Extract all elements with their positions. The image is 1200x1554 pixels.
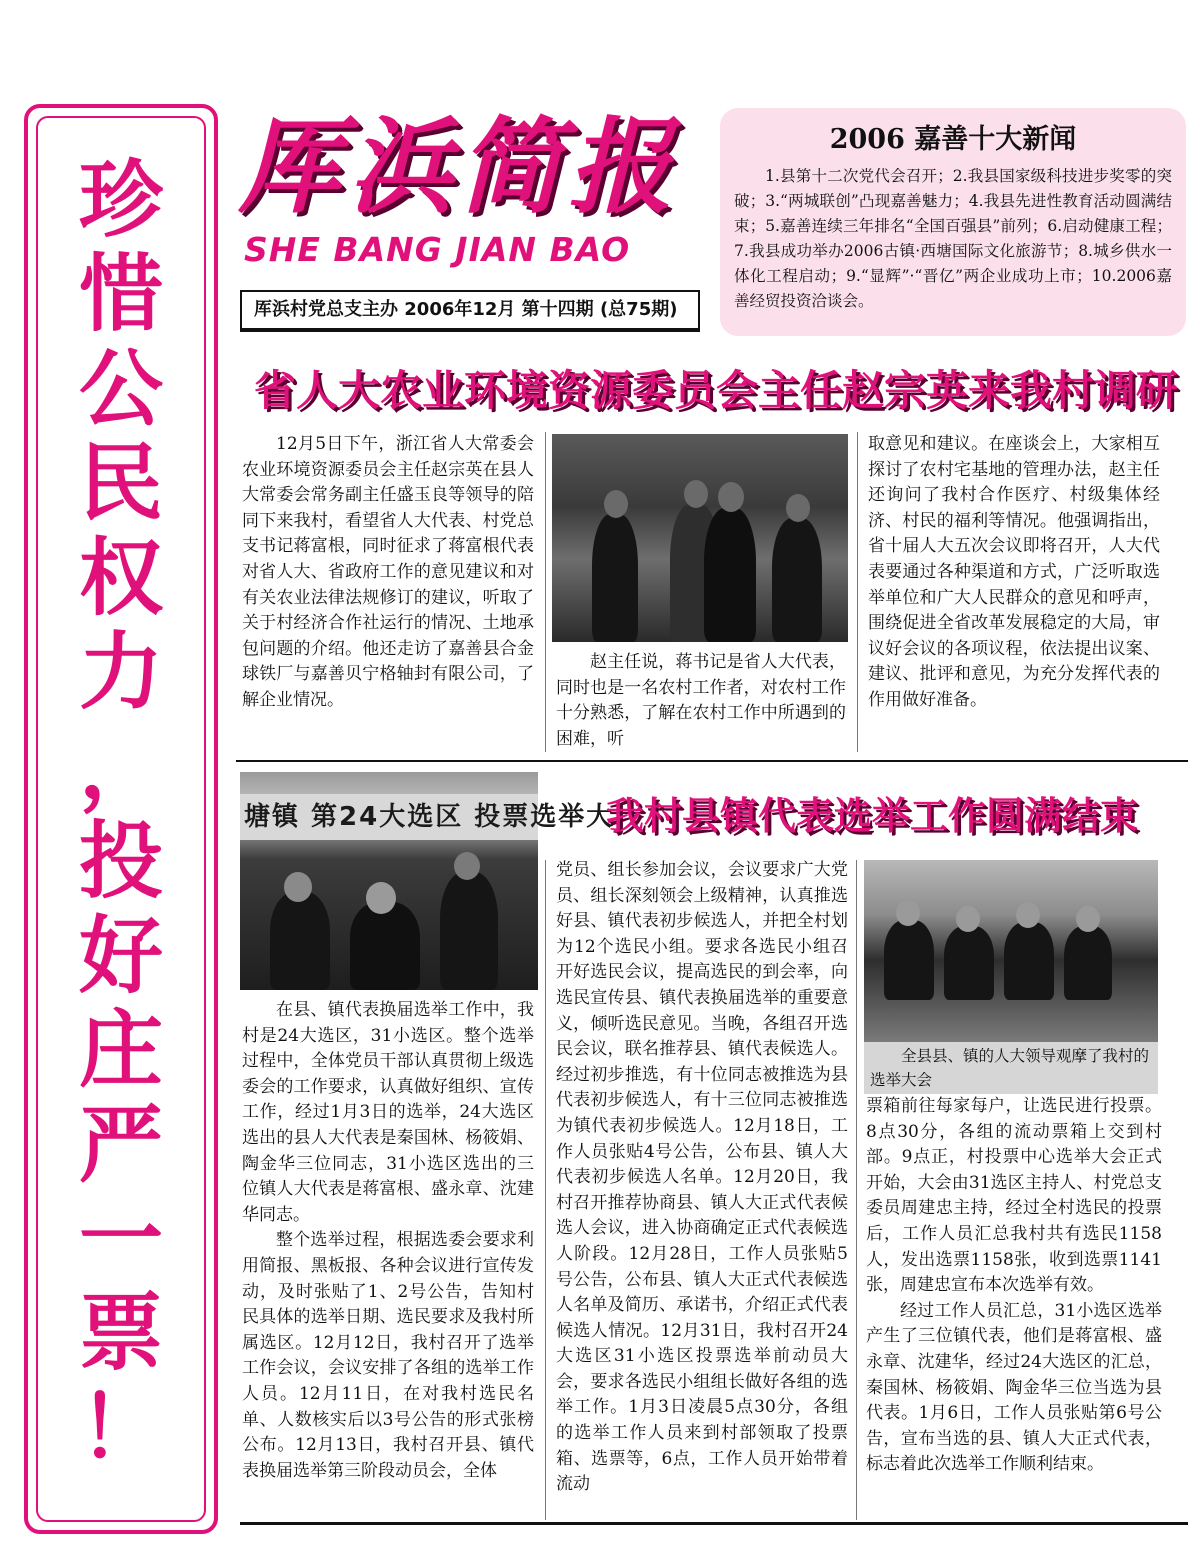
article-1-column-2: [556, 650, 846, 752]
article-2-paragraph: 党员、组长参加会议，会议要求广大党员、组长深刻领会上级精神，认真推选好县、镇代表初步候选人，并把全村划为12个选民小组。要求各选民小组召开好选民会议，提高选民的到会率，向选民宣传县、镇代表换届选举的重要意义，倾听选民意见。当晚，各组召开选民会议，联名推荐县、镇代表候选人。经过初步推选，有十位同志被推选为县代表初步候选人，有十三位同志被推选为镇代表初步候选人。12月18日，工作人员张贴4号公告，公布县、镇人大代表初步候选人名单。12月20日，我村召开推荐协商县、镇人大正式代表候选人会议，进入协商确定正式代表候选人阶段。12月28日，工作人员张贴5号公告，公布县、镇人大正式代表候选人名单及简历、承诺书，介绍正式代表候选人情况。12月31日，我村召开24大选区31小选区投票选举前动员大会，要求各选民小组组长做好各组的选举工作。1月3日凌晨5点30分，各组的选举工作人员来到村部领取了投票箱、选票等，6点，工作人员开始带着流动: [556, 860, 848, 1495]
article-1-headline: 省人大农业环境资源委员会主任赵宗英来我村调研: [253, 366, 1178, 415]
article-2-column-1: [242, 998, 534, 1518]
column-divider: [857, 432, 858, 752]
article-2-paragraph: 整个选举过程，根据选委会要求利用简报、黑板报、各种会议进行宣传发动，及时张贴了1、2号公告，告知村民具体的选举日期、选民要求及我村所属选区。12月12日，我村召开了选举工作会议，会议安排了各组的选举工作人员。12月11日，在对我村选民名单、人数核实后以3号公告的形式张榜公布。12月13日，我村召开县、镇代表换届选举第三阶段动员会，全体: [242, 1230, 534, 1481]
slogan-char: ，: [78, 717, 163, 816]
photo-banner-text: 塘镇 第24大选区 投票选举大: [240, 794, 538, 840]
slogan-inner-frame: [36, 116, 206, 1522]
slogan-char: 珍: [78, 151, 163, 249]
slogan-char: 公: [78, 339, 163, 438]
article-1-paragraph: 赵主任说，蒋书记是省人大代表，同时也是一名农村工作者，对农村工作十分熟悉，了解在农村工作中所遇到的困难，听: [556, 652, 846, 749]
article-1-paragraph: 12月5日下午，浙江省人大常委会农业环境资源委员会主任赵宗英在县人大常委会常务副主任盛玉良等领导的陪同下来我村，看望省人大代表、村党总支书记蒋富根，同时征求了蒋富根代表对省人大、省政府工作的意见建议和对有关农业法律法规修订的建议，听取了关于村经济合作社运行的情况、土地承包问题的介绍。他还走访了嘉善县合金球铁厂与嘉善贝宁格轴封有限公司，了解企业情况。: [242, 434, 534, 710]
slogan-char: 好: [78, 906, 163, 1005]
section-divider: [236, 760, 1188, 762]
slogan-char: 权: [78, 528, 163, 627]
column-divider: [545, 432, 546, 752]
article-1-column-3: [868, 432, 1160, 752]
article-2-paragraph: 在县、镇代表换届选举工作中，我村是24大选区，31小选区。整个选举过程中，全体党员干部认真贯彻上级选委会的工作要求，认真做好组织、宣传工作，经过1月3日的选举，24大选区选出的县人大代表是秦国林、杨筱娟、陶金华三位同志，31小选区选出的三位镇人大代表是蒋富根、盛永章、沈建华同志。: [242, 1000, 534, 1225]
slogan-banner: [24, 104, 218, 1534]
slogan-char: 投: [78, 812, 163, 911]
slogan-char: 惜: [78, 245, 163, 344]
article-1-paragraph: 取意见和建议。在座谈会上，大家相互探讨了农村宅基地的管理办法，赵主任还询问了我村合作医疗、村级集体经济、村民的福利等情况。他强调指出，省十届人大五次会议即将召开，人大代表要通过各种渠道和方式，广泛听取选举单位和广大人民群众的意见和呼声，围绕促进全省改革发展稳定的大局，审议好会议的各项议程，依法提出议案、建议、批评和意见，为充分发挥代表的作用做好准备。: [868, 434, 1160, 710]
article-2-column-2: [556, 858, 848, 1518]
slogan-char: 庄: [78, 1001, 163, 1100]
article-2-column-3: [866, 1094, 1162, 1518]
slogan-char: 票: [78, 1284, 163, 1383]
newspaper-title-pinyin: SHE BANG JIAN BAO: [244, 230, 631, 269]
article-2-paragraph: 经过工作人员汇总，31小选区选举产生了三位镇代表，他们是蒋富根、盛永章、沈建华，经过24大选区的汇总，秦国林、杨筱娟、陶金华三位当选为县代表。1月6日，工作人员张贴第6号公告，宣布当选的县、镇人大正式代表，标志着此次选举工作顺利结束。: [866, 1300, 1162, 1475]
top-news-title: 2006 嘉善十大新闻: [829, 124, 1077, 155]
newspaper-title: 厍浜简报: [238, 105, 679, 228]
column-divider: [856, 860, 857, 1520]
slogan-char: 民: [78, 434, 163, 533]
top-news-box: [720, 108, 1186, 336]
article-2-headline: 我村县镇代表选举工作圆满结束: [605, 794, 1138, 838]
bottom-rule: [240, 1522, 1188, 1525]
issue-info: 厍浜村党总支主办 2006年12月 第十四期 (总75期): [240, 290, 700, 332]
article-1-photo: [552, 434, 848, 642]
article-2-paragraph: 票箱前往每家每户，让选民进行投票。8点30分，各组的流动票箱上交到村部。9点正，村投票中心选举大会正式开始，大会由31选区主持人、村党总支委员周建忠主持，经过全村选民的投票后，工作人员汇总我村共有选民1158人，发出选票1158张，收到选票1141张，周建忠宣布本次选举有效。: [866, 1096, 1162, 1296]
photo-caption-text: 全县县、镇的人大领导观摩了我村的选举大会: [870, 1047, 1150, 1089]
slogan-char: 严: [78, 1095, 163, 1194]
column-divider: [545, 860, 546, 1520]
article-2-photo: [240, 772, 615, 990]
top-news-body: 1.县第十二次党代会召开；2.我县国家级科技进步奖零的突破；3.“两城联创”凸现嘉善魅力；4.我县先进性教育活动圆满结束；5.嘉善连续三年排名“全国百强县”前列；6.启动健康工程；7.我县成功举办2006古镇·西塘国际文化旅游节；8.城乡供水一体化工程启动；9.“显辉”·“晋亿”两企业成功上市；10.2006嘉善经贸投资洽谈会。: [734, 167, 1172, 310]
photo-caption: [864, 1042, 1158, 1094]
slogan-char: 力: [78, 623, 163, 722]
article-2-meeting-photo: [864, 860, 1158, 1042]
article-1-column-1: [242, 432, 534, 752]
slogan-char: 一: [78, 1189, 163, 1288]
slogan-char: ！: [78, 1378, 163, 1477]
